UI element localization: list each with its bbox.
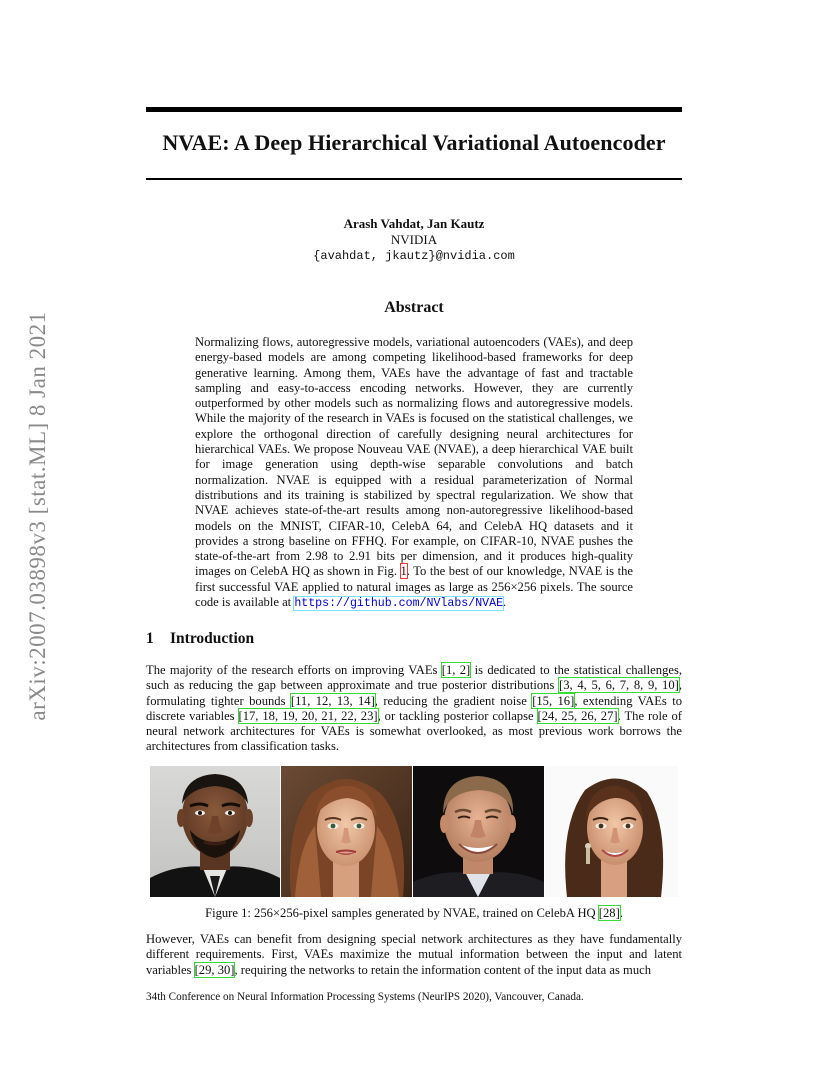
generated-face-sample-3 (413, 766, 544, 897)
conference-footnote: 34th Conference on Neural Information Processing Systems (NeurIPS 2020), Vancouver, Canada. (146, 991, 584, 1003)
citation-link[interactable]: [28] (598, 906, 620, 920)
citation-link[interactable]: [17, 18, 19, 20, 21, 22, 23] (238, 708, 378, 723)
generated-face-sample-1 (150, 766, 280, 897)
paragraph-text: , extending VAEs to discrete variables (146, 693, 683, 723)
generated-face-sample-2 (281, 766, 412, 897)
abstract-text-end: . (503, 595, 507, 610)
paragraph-text: , requiring the networks to retain the information content of the input data as much (234, 962, 652, 977)
abstract-heading: Abstract (384, 299, 444, 316)
author-names: Arash Vahdat, Jan Kautz (343, 216, 485, 231)
intro-paragraph-2 (146, 932, 682, 978)
paragraph-text: . The role of neural network architectures for VAEs is somewhat overlooked, as most previous work borrows the architectures from classification tasks. (146, 708, 682, 754)
abstract-text-part: Normalizing flows, autoregressive models, variational autoencoders (VAEs), and deep energy-based models are among competing likelihood-based frameworks for deep generative learning. Among them, VAEs have the advantage of fast and tractable sampling and easy-to-access encoding networks. However, they are currently outperformed by other models such as normalizing flows and autoregressive models. While the majority of the research in VAEs is focused on the statistical challenges, we explore the orthogonal direction of carefully designing neural architectures for hierarchical VAEs. We propose Nouveau VAE (NVAE), a deep hierarchical VAE built for image generation using depth-wise separable convolutions and batch normalization. NVAE is equipped with a residual parameterization of Normal distributions and its training is stabilized by spectral regularization. We show that NVAE achieves state-of-the-art results among non-autoregressive likelihood-based models on the MNIST, CIFAR-10, CelebA 64, and CelebA HQ datasets and it provides a strong baseline on FFHQ. For example, on CIFAR-10, NVAE pushes the state-of-the-art from 2.98 to 2.91 bits per dimension, and it produces high-quality images on CelebA HQ as shown in Fig. (195, 335, 633, 579)
title-top-rule (146, 107, 682, 112)
abstract-text (195, 335, 633, 611)
source-code-link[interactable]: https://github.com/NVlabs/NVAE (294, 597, 504, 611)
paragraph-text: , or tackling posterior collapse (377, 708, 538, 723)
caption-text: Figure 1: 256×256-pixel samples generated by NVAE, trained on CelebA HQ (205, 906, 599, 920)
intro-paragraph-1 (146, 663, 682, 755)
citation-link[interactable]: [29, 30] (194, 962, 235, 977)
citation-link[interactable]: [1, 2] (441, 663, 471, 677)
paragraph-text: The majority of the research efforts on improving VAEs (146, 663, 442, 677)
citation-link[interactable]: [11, 12, 13, 14] (290, 693, 375, 708)
abstract-text-part: . To the best of our knowledge, NVAE is the first successful VAE applied to natural images as large as 256×256 pixels. The source code is available at (195, 564, 633, 610)
author-block (146, 216, 682, 264)
arxiv-identifier: arXiv:2007.03898v3 [stat.ML] 8 Jan 2021 (25, 311, 50, 721)
title-bottom-rule (146, 178, 682, 180)
author-affiliation: NVIDIA (390, 232, 438, 247)
caption-end: . (619, 906, 623, 920)
generated-face-sample-4 (545, 766, 678, 897)
paper-title: NVAE: A Deep Hierarchical Variational Autoencoder (162, 130, 666, 155)
paragraph-text: However, VAEs can benefit from designing special network architectures as they have fundamentally different requirements. First, VAEs maximize the mutual information between the input and latent variables (146, 932, 682, 977)
author-email: {avahdat, jkautz}@nvidia.com (313, 249, 515, 263)
figure-1-caption (146, 906, 682, 921)
paragraph-text: is dedicated to the statistical challenges, such as reducing the gap between approximate and true posterior distributions (146, 663, 683, 693)
paragraph-text: , reducing the gradient noise (374, 693, 533, 708)
figure-1-link[interactable]: 1 (400, 564, 407, 579)
citation-link[interactable]: [24, 25, 26, 27] (537, 708, 618, 723)
citation-link[interactable]: [3, 4, 5, 6, 7, 8, 9, 10] (559, 678, 679, 693)
figure-1-samples (150, 766, 678, 897)
citation-link[interactable]: [15, 16] (532, 693, 575, 708)
section-number: 1 (146, 630, 154, 647)
paragraph-text: , formulating tighter bounds (146, 678, 683, 708)
section-title: Introduction (170, 630, 255, 647)
section-heading-introduction (146, 630, 254, 648)
